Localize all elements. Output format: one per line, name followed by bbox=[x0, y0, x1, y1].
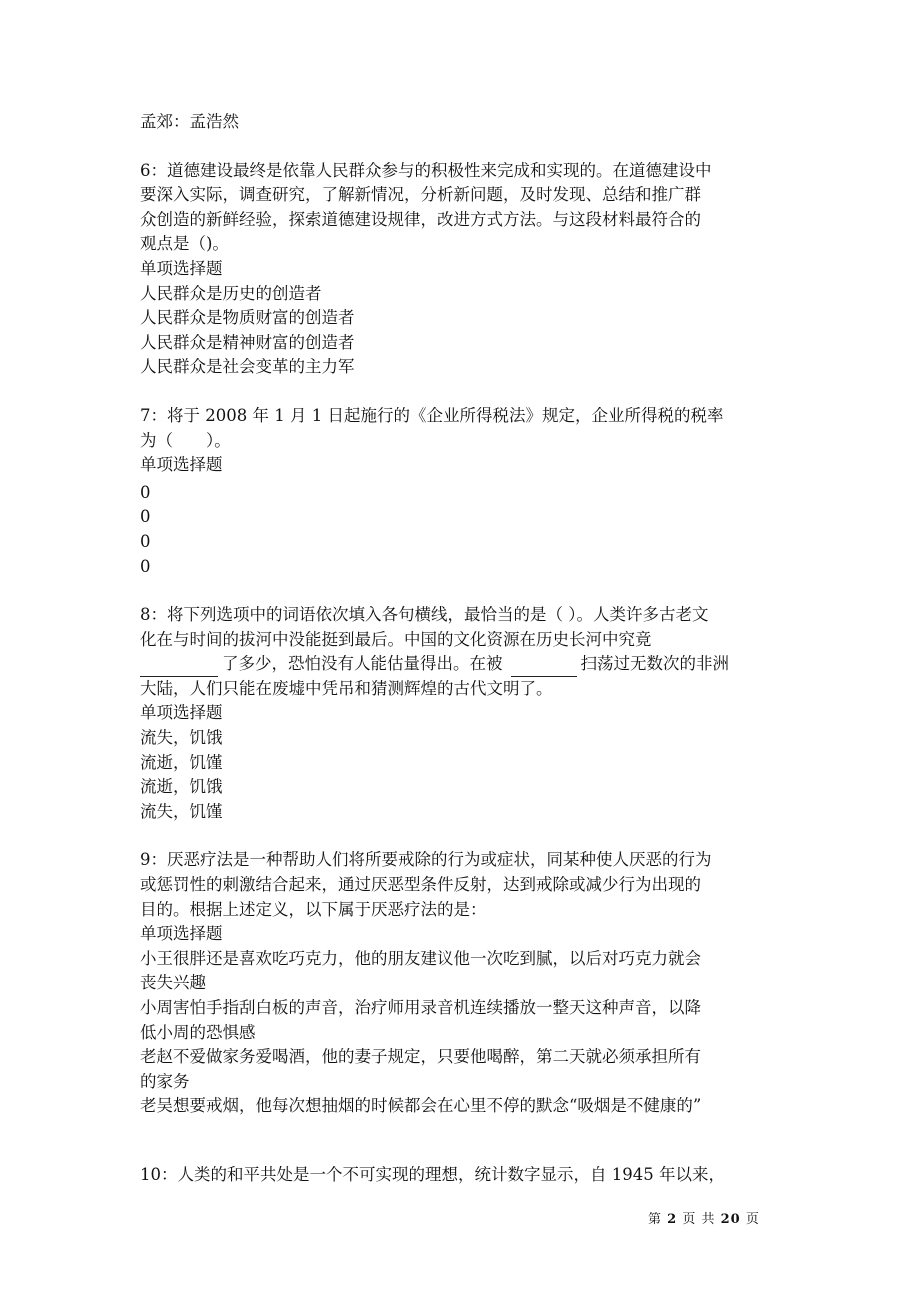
footer-mid: 页 共 bbox=[682, 1212, 716, 1227]
question-9 bbox=[140, 848, 780, 1119]
option-a: 0 bbox=[140, 482, 151, 502]
option-b: 流逝，饥馑 bbox=[140, 752, 223, 772]
question-type: 单项选择题 bbox=[140, 924, 223, 944]
question-10 bbox=[140, 1163, 780, 1188]
option-b: 小周害怕手指刮白板的声音，治疗师用录音机连续播放一整天这种声音，以降 bbox=[140, 998, 701, 1017]
option-a-cont: 丧失兴趣 bbox=[140, 973, 206, 993]
page-footer bbox=[648, 1208, 760, 1227]
current-page-number: 2 bbox=[667, 1212, 678, 1227]
previous-answer: 孟郊：孟浩然 bbox=[140, 112, 239, 131]
question-text: 化在与时间的拔河中没能挺到最后。中国的文化资源在历史长河中究竟 bbox=[140, 629, 652, 649]
question-type: 单项选择题 bbox=[140, 258, 223, 278]
question-type: 单项选择题 bbox=[140, 455, 223, 475]
option-c: 人民群众是精神财富的创造者 bbox=[140, 332, 355, 352]
option-b-cont: 低小周的恐惧感 bbox=[140, 1022, 256, 1042]
question-text: 或惩罚性的刺激结合起来，通过厌恶型条件反射，达到戒除或减少行为出现的 bbox=[140, 875, 701, 895]
question-text: 观点是（)。 bbox=[140, 234, 229, 254]
option-d: 老吴想要戒烟，他每次想抽烟的时候都会在心里不停的默念“吸烟是不健康的” bbox=[140, 1096, 702, 1116]
question-text: 8：将下列选项中的词语依次填入各句横线，最恰当的是（ ）。人类许多古老文 bbox=[140, 605, 709, 625]
question-8 bbox=[140, 603, 780, 824]
question-text: 7：将于 2008 年 1 月 1 日起施行的《企业所得税法》规定，企业所得税的税率 bbox=[140, 405, 724, 425]
option-d: 流失，饥馑 bbox=[140, 801, 223, 821]
question-text: 10：人类的和平共处是一个不可实现的理想，统计数字显示，自 1945 年以来， bbox=[140, 1164, 725, 1184]
option-b: 人民群众是物质财富的创造者 bbox=[140, 308, 355, 328]
question-7 bbox=[140, 404, 780, 579]
page-content bbox=[140, 110, 780, 1188]
question-text: 目的。根据上述定义，以下属于厌恶疗法的是： bbox=[140, 899, 487, 919]
option-a: 小王很胖还是喜欢吃巧克力，他的朋友建议他一次吃到腻，以后对巧克力就会 bbox=[140, 948, 701, 968]
option-c: 0 bbox=[140, 531, 151, 551]
blank-line bbox=[511, 658, 577, 677]
option-a: 流失，饥饿 bbox=[140, 728, 223, 748]
option-d: 人民群众是社会变革的主力军 bbox=[140, 357, 355, 377]
question-text-with-blanks bbox=[140, 652, 780, 677]
footer-prefix: 第 bbox=[648, 1212, 663, 1227]
option-c: 流逝，饥饿 bbox=[140, 777, 223, 797]
question-6 bbox=[140, 159, 780, 380]
option-a: 人民群众是历史的创造者 bbox=[140, 283, 322, 303]
question-text: 9：厌恶疗法是一种帮助人们将所要戒除的行为或症状，同某种使人厌恶的行为 bbox=[140, 850, 712, 870]
footer-suffix: 页 bbox=[745, 1212, 760, 1227]
question-text: 6：道德建设最终是依靠人民群众参与的积极性来完成和实现的。在道德建设中 bbox=[140, 160, 712, 180]
question-text: 了多少，恐怕没有人能估量得出。在被 bbox=[222, 654, 503, 674]
question-text: 为（ ）。 bbox=[140, 430, 231, 450]
question-text: 扫荡过无数次的非洲 bbox=[580, 654, 729, 674]
option-c-cont: 的家务 bbox=[140, 1071, 190, 1091]
blank-line bbox=[140, 658, 218, 677]
total-pages-number: 20 bbox=[720, 1212, 741, 1227]
option-b: 0 bbox=[140, 507, 151, 527]
option-c: 老赵不爱做家务爱喝酒，他的妻子规定，只要他喝醉，第二天就必须承担所有 bbox=[140, 1047, 701, 1067]
question-text: 大陆，人们只能在废墟中凭吊和猜测辉煌的古代文明了。 bbox=[140, 678, 553, 698]
question-text: 众创造的新鲜经验，探索道德建设规律，改进方式方法。与这段材料最符合的 bbox=[140, 209, 701, 229]
option-d: 0 bbox=[140, 556, 151, 576]
question-type: 单项选择题 bbox=[140, 703, 223, 723]
question-text: 要深入实际，调查研究，了解新情况，分析新问题，及时发现、总结和推广群 bbox=[140, 185, 701, 205]
